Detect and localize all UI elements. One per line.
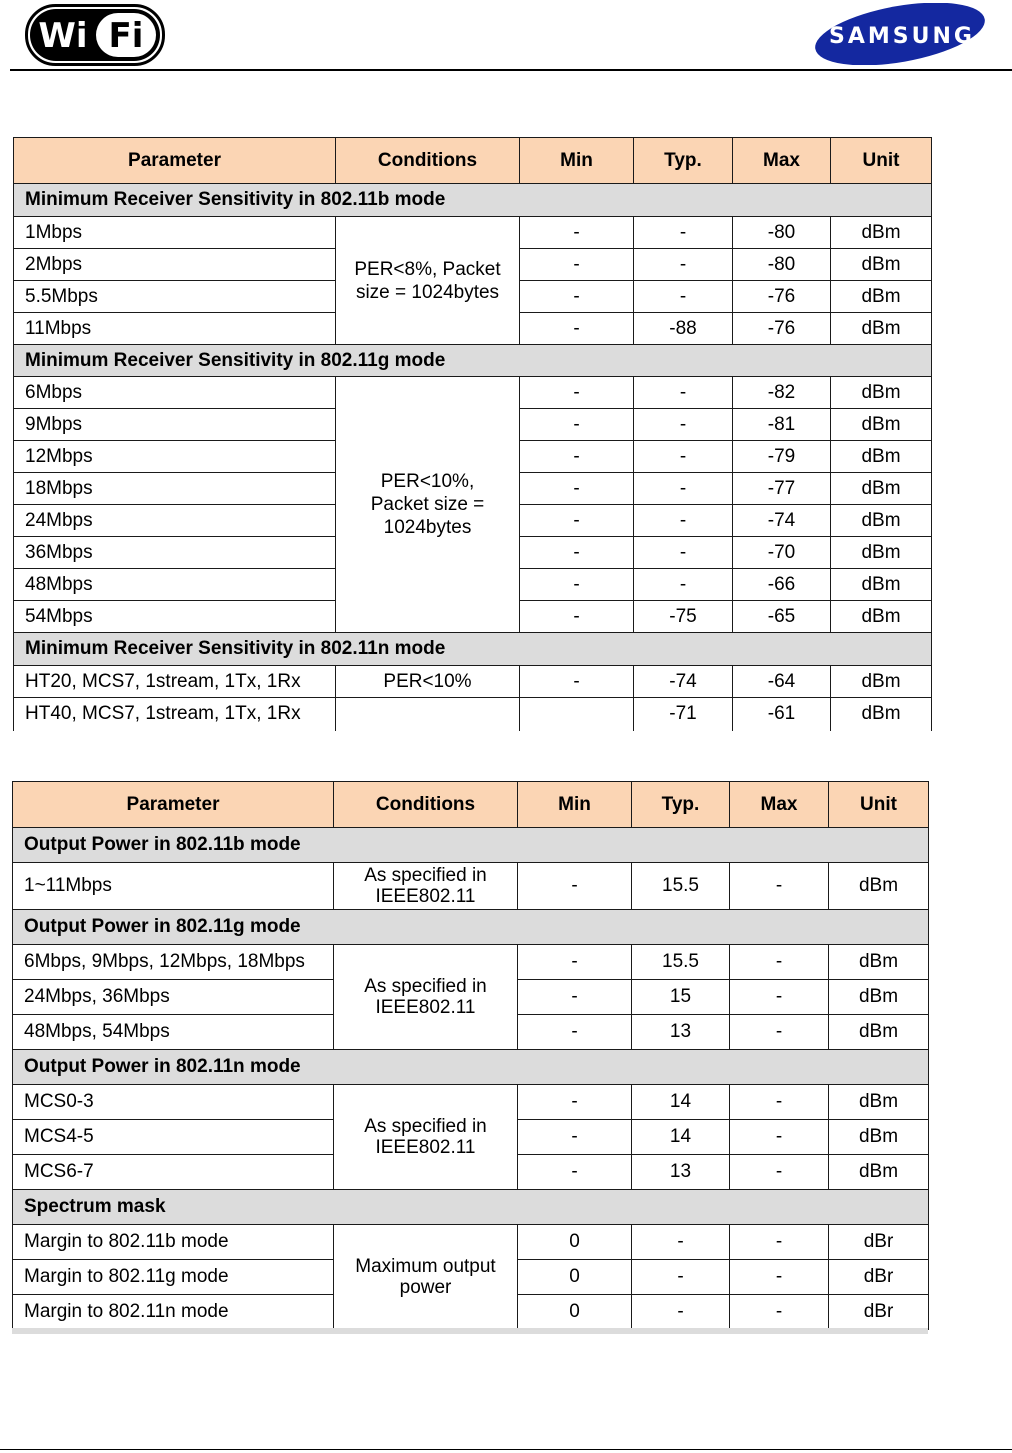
min-cell: -	[520, 505, 634, 537]
param-cell: 12Mbps	[14, 441, 336, 473]
typ-cell: -	[634, 505, 733, 537]
samsung-logo	[812, 3, 988, 65]
header-parameter: Parameter	[13, 782, 334, 828]
unit-cell: dBr	[829, 1260, 929, 1295]
unit-cell: dBm	[831, 537, 932, 569]
min-cell: -	[520, 409, 634, 441]
header-min: Min	[518, 782, 632, 828]
param-cell: MCS4-5	[13, 1120, 334, 1155]
unit-cell: dBm	[829, 945, 929, 980]
conditions-cell: PER<10%, Packet size = 1024bytes	[336, 377, 520, 633]
unit-cell: dBm	[831, 505, 932, 537]
param-cell: 24Mbps	[14, 505, 336, 537]
header-typ: Typ.	[634, 138, 733, 184]
typ-cell: -88	[634, 313, 733, 345]
header-max: Max	[733, 138, 831, 184]
conditions-cell: Maximum output power	[334, 1225, 518, 1330]
table-row	[13, 863, 929, 910]
unit-cell: dBm	[831, 281, 932, 313]
section-title: Minimum Receiver Sensitivity in 802.11g mode	[14, 345, 932, 377]
param-cell: 24Mbps, 36Mbps	[13, 980, 334, 1015]
conditions-cell: PER<8%, Packet size = 1024bytes	[336, 217, 520, 345]
section-title: Minimum Receiver Sensitivity in 802.11n mode	[14, 633, 932, 666]
unit-cell: dBm	[831, 249, 932, 281]
receiver-sensitivity-table	[13, 137, 932, 731]
max-cell: -	[730, 863, 829, 910]
param-cell: 11Mbps	[14, 313, 336, 345]
typ-cell: -	[634, 409, 733, 441]
min-cell: -	[520, 249, 634, 281]
min-cell: -	[518, 1085, 632, 1120]
max-cell: -	[730, 1225, 829, 1260]
min-cell: -	[518, 1015, 632, 1050]
min-cell	[520, 698, 634, 731]
unit-cell: dBr	[829, 1295, 929, 1330]
typ-cell: -	[634, 473, 733, 505]
max-cell: -	[730, 1155, 829, 1190]
param-cell: 54Mbps	[14, 601, 336, 633]
param-cell: MCS6-7	[13, 1155, 334, 1190]
max-cell: -81	[733, 409, 831, 441]
min-cell: -	[520, 281, 634, 313]
min-cell: -	[518, 945, 632, 980]
param-cell: Margin to 802.11n mode	[13, 1295, 334, 1330]
typ-cell: -	[634, 569, 733, 601]
header-typ: Typ.	[632, 782, 730, 828]
max-cell: -82	[733, 377, 831, 409]
param-cell: 1Mbps	[14, 217, 336, 249]
max-cell: -	[730, 1085, 829, 1120]
max-cell: -80	[733, 217, 831, 249]
table-row	[14, 217, 932, 249]
table-row	[14, 666, 932, 698]
header-max: Max	[730, 782, 829, 828]
unit-cell: dBm	[831, 698, 932, 731]
typ-cell: -	[634, 217, 733, 249]
typ-cell: -75	[634, 601, 733, 633]
table-row	[13, 1225, 929, 1260]
table-row	[13, 945, 929, 980]
max-cell: -	[730, 980, 829, 1015]
min-cell: -	[520, 217, 634, 249]
unit-cell: dBm	[831, 217, 932, 249]
unit-cell: dBm	[829, 1155, 929, 1190]
typ-cell: 15.5	[632, 863, 730, 910]
typ-cell: -	[634, 249, 733, 281]
min-cell: -	[520, 537, 634, 569]
unit-cell: dBm	[829, 1120, 929, 1155]
param-cell: HT40, MCS7, 1stream, 1Tx, 1Rx	[14, 698, 336, 731]
table-row	[14, 377, 932, 409]
header-parameter: Parameter	[14, 138, 336, 184]
max-cell: -64	[733, 666, 831, 698]
param-cell: Margin to 802.11b mode	[13, 1225, 334, 1260]
typ-cell: 15	[632, 980, 730, 1015]
min-cell: 0	[518, 1260, 632, 1295]
unit-cell: dBm	[831, 601, 932, 633]
conditions-cell: As specified in IEEE802.11	[334, 945, 518, 1050]
unit-cell: dBm	[831, 377, 932, 409]
param-cell: 18Mbps	[14, 473, 336, 505]
section-title: Spectrum mask	[13, 1190, 929, 1225]
conditions-cell: As specified in IEEE802.11	[334, 863, 518, 910]
unit-cell: dBm	[829, 1085, 929, 1120]
max-cell: -76	[733, 313, 831, 345]
unit-cell: dBm	[831, 313, 932, 345]
section-title: Output Power in 802.11n mode	[13, 1050, 929, 1085]
header-conditions: Conditions	[336, 138, 520, 184]
typ-cell: -74	[634, 666, 733, 698]
section-title: Output Power in 802.11b mode	[13, 828, 929, 863]
min-cell: 0	[518, 1225, 632, 1260]
min-cell: -	[520, 441, 634, 473]
unit-cell: dBm	[829, 863, 929, 910]
max-cell: -	[730, 945, 829, 980]
param-cell: 9Mbps	[14, 409, 336, 441]
conditions-cell	[336, 698, 520, 731]
typ-cell: 13	[632, 1155, 730, 1190]
max-cell: -	[730, 1015, 829, 1050]
min-cell: -	[520, 601, 634, 633]
typ-cell: 13	[632, 1015, 730, 1050]
param-cell: Margin to 802.11g mode	[13, 1260, 334, 1295]
unit-cell: dBm	[831, 666, 932, 698]
min-cell: -	[520, 313, 634, 345]
table-header-row	[13, 782, 929, 828]
typ-cell: -	[632, 1295, 730, 1330]
param-cell: 2Mbps	[14, 249, 336, 281]
min-cell: -	[520, 473, 634, 505]
min-cell: -	[520, 666, 634, 698]
max-cell: -	[730, 1295, 829, 1330]
param-cell: 48Mbps, 54Mbps	[13, 1015, 334, 1050]
max-cell: -66	[733, 569, 831, 601]
min-cell: -	[518, 863, 632, 910]
table-continuation-strip	[12, 1328, 928, 1334]
max-cell: -61	[733, 698, 831, 731]
param-cell: 36Mbps	[14, 537, 336, 569]
unit-cell: dBm	[831, 569, 932, 601]
typ-cell: -	[632, 1225, 730, 1260]
samsung-logo-text: SAMSUNG	[829, 24, 975, 49]
typ-cell: 14	[632, 1085, 730, 1120]
header-conditions: Conditions	[334, 782, 518, 828]
unit-cell: dBm	[831, 409, 932, 441]
param-cell: 5.5Mbps	[14, 281, 336, 313]
param-cell: 6Mbps, 9Mbps, 12Mbps, 18Mbps	[13, 945, 334, 980]
param-cell: 48Mbps	[14, 569, 336, 601]
typ-cell: -	[634, 441, 733, 473]
footer-rule	[0, 1449, 1012, 1450]
param-cell: 1~11Mbps	[13, 863, 334, 910]
conditions-cell: PER<10%	[336, 666, 520, 698]
header-unit: Unit	[829, 782, 929, 828]
max-cell: -	[730, 1260, 829, 1295]
typ-cell: -	[634, 377, 733, 409]
section-title: Output Power in 802.11g mode	[13, 910, 929, 945]
min-cell: 0	[518, 1295, 632, 1330]
typ-cell: -	[634, 281, 733, 313]
table-header-row	[14, 138, 932, 184]
wifi-logo-text-wi: Wi	[38, 16, 88, 56]
table-row	[13, 1085, 929, 1120]
max-cell: -80	[733, 249, 831, 281]
param-cell: HT20, MCS7, 1stream, 1Tx, 1Rx	[14, 666, 336, 698]
max-cell: -76	[733, 281, 831, 313]
typ-cell: 14	[632, 1120, 730, 1155]
min-cell: -	[518, 1155, 632, 1190]
max-cell: -	[730, 1120, 829, 1155]
min-cell: -	[520, 377, 634, 409]
section-title: Minimum Receiver Sensitivity in 802.11b mode	[14, 184, 932, 217]
unit-cell: dBr	[829, 1225, 929, 1260]
unit-cell: dBm	[831, 441, 932, 473]
conditions-cell: As specified in IEEE802.11	[334, 1085, 518, 1190]
unit-cell: dBm	[831, 473, 932, 505]
min-cell: -	[518, 980, 632, 1015]
page-header	[0, 0, 1012, 72]
max-cell: -77	[733, 473, 831, 505]
typ-cell: -	[632, 1260, 730, 1295]
max-cell: -74	[733, 505, 831, 537]
param-cell: MCS0-3	[13, 1085, 334, 1120]
wifi-logo-text-fi: Fi	[108, 16, 144, 56]
header-min: Min	[520, 138, 634, 184]
unit-cell: dBm	[829, 1015, 929, 1050]
min-cell: -	[520, 569, 634, 601]
header-unit: Unit	[831, 138, 932, 184]
max-cell: -70	[733, 537, 831, 569]
output-power-table	[12, 781, 929, 1330]
wifi-logo	[25, 4, 165, 66]
typ-cell: -	[634, 537, 733, 569]
unit-cell: dBm	[829, 980, 929, 1015]
typ-cell: 15.5	[632, 945, 730, 980]
typ-cell: -71	[634, 698, 733, 731]
header-rule	[10, 69, 1012, 71]
max-cell: -65	[733, 601, 831, 633]
min-cell: -	[518, 1120, 632, 1155]
param-cell: 6Mbps	[14, 377, 336, 409]
max-cell: -79	[733, 441, 831, 473]
table-row	[14, 698, 932, 731]
